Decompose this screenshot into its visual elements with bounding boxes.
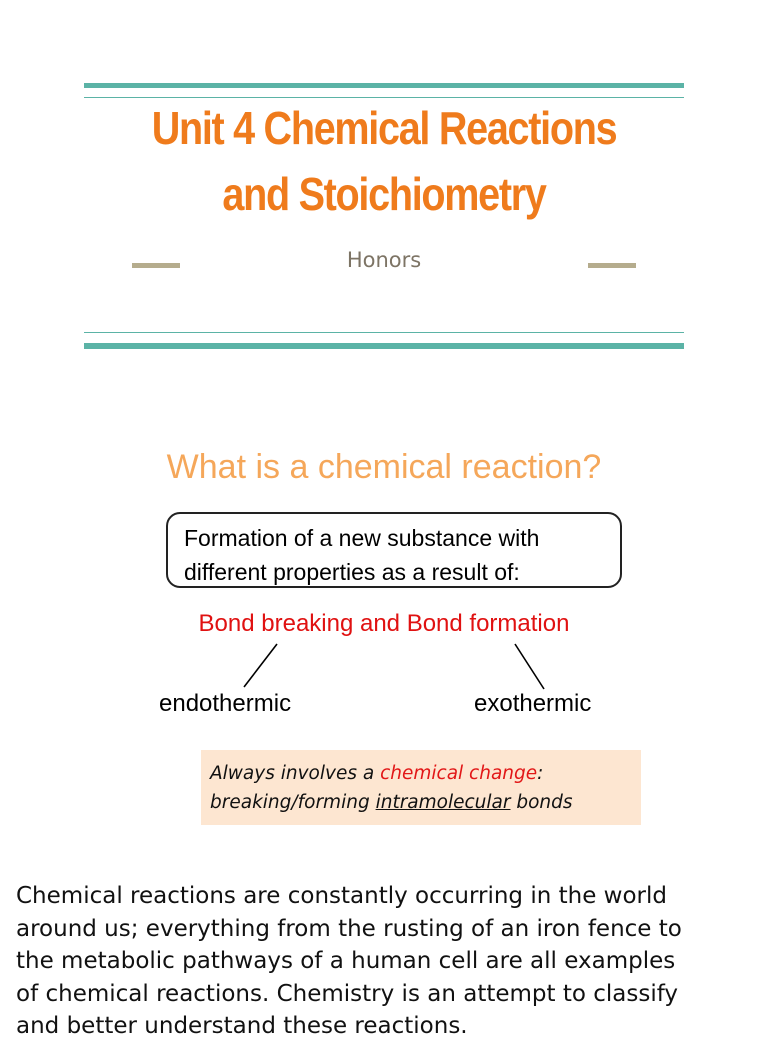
note-highlight: chemical change (380, 763, 538, 784)
note-text: bonds (510, 792, 573, 813)
left-branch-line (244, 644, 277, 687)
note-line-1 (210, 759, 641, 788)
right-dash-decoration (588, 263, 636, 268)
note-text: : (537, 763, 544, 784)
paragraph-line: and better understand these reactions. (16, 1013, 468, 1039)
endothermic-label: endothermic (159, 690, 292, 717)
note-underlined: intramolecular (375, 792, 511, 813)
bottom-rule-thick (84, 343, 684, 349)
definition-line-2: different properties as a result of: (184, 559, 520, 585)
note-box (201, 750, 641, 825)
body-paragraph (16, 880, 768, 1043)
page-title (126, 95, 642, 227)
paragraph-line: around us; everything from the rusting of an iron fence to (16, 915, 682, 942)
note-line-2 (210, 788, 641, 817)
note-text: Always involves a (210, 763, 381, 784)
definition-box (166, 512, 622, 588)
bottom-rule-thin (84, 332, 684, 333)
top-rule-thick (84, 83, 684, 88)
definition-line-1: Formation of a new substance with (184, 525, 540, 551)
title-line-1: Unit 4 Chemical Reactions (151, 102, 617, 154)
slide-question: What is a chemical reaction? (166, 448, 602, 486)
right-branch-line (515, 644, 544, 689)
paragraph-line: the metabolic pathways of a human cell are all examples (16, 948, 676, 974)
exothermic-label: exothermic (474, 690, 592, 717)
paragraph-line: of chemical reactions. Chemistry is an attempt to classify (16, 980, 679, 1007)
paragraph-line: Chemical reactions are constantly occurring in the world (16, 883, 668, 909)
bond-text: Bond breaking and Bond formation (198, 610, 570, 637)
title-line-2: and Stoichiometry (222, 168, 546, 220)
note-text: breaking/forming (210, 792, 376, 813)
subtitle: Honors (346, 248, 422, 272)
